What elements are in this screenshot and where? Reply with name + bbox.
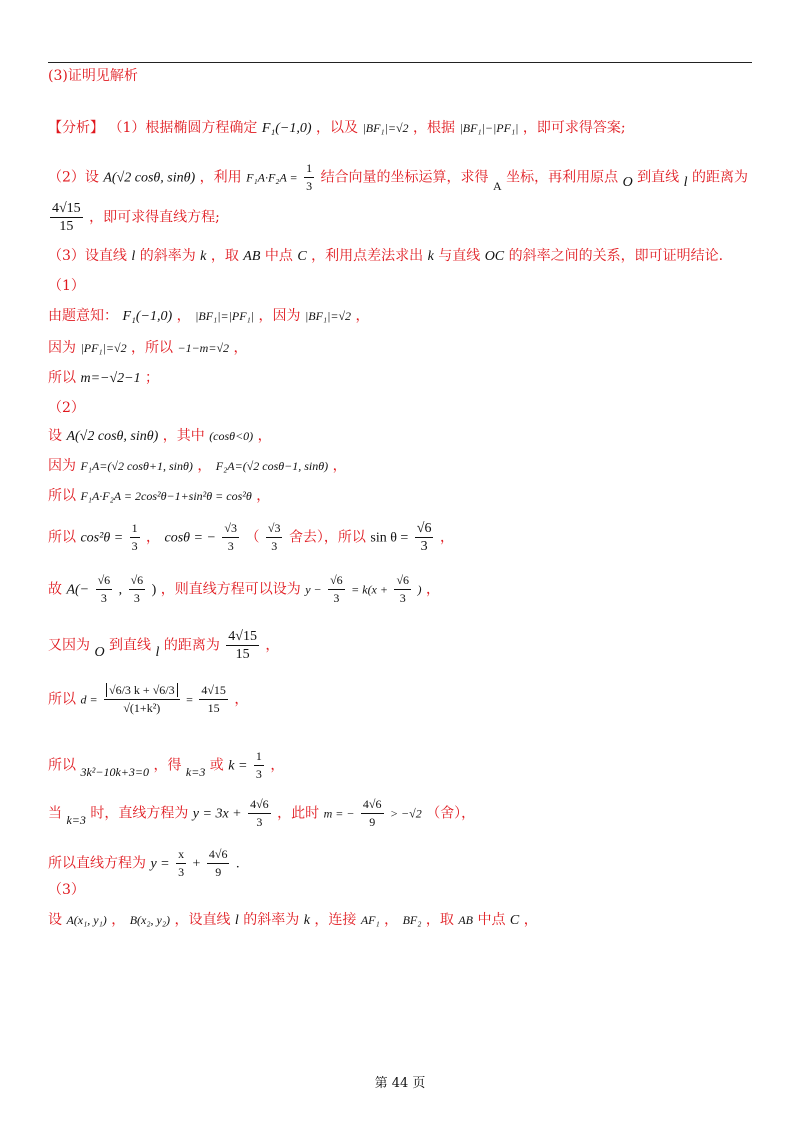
part1-line-2: 因为 |PF₁|=√2 ，所以 −1−m=√2 ， [48, 340, 248, 356]
part1-label: （1） [48, 278, 85, 294]
part2-line-6: 又因为 O 到直线 l 的距离为 $\frac{4√15}{15}$ ， [48, 629, 280, 662]
analysis-line-2: （2）设 A(√2 cosθ, sinθ) ，利用 F₁A·F₂A = $\frac{1}{3}$ 结合向量的坐标运算，求得 A 坐标，再利用原点 O 到直线 l 的距离为 [48, 161, 748, 193]
fraction: $\frac{1}{3}$ [306, 161, 313, 193]
part2-line-1: 设 A(√2 cosθ, sinθ) ，其中 (cosθ<0) ， [48, 428, 272, 444]
fraction: $\frac{√6}{3}$ [396, 573, 410, 605]
fraction: $\frac{√3}{3}$ [267, 521, 281, 553]
fraction: $\frac{x}{3}$ [178, 847, 185, 879]
fraction: $\frac{√6}{3}$ [330, 573, 343, 605]
fraction: $\frac{4√15}{15}$ [52, 201, 81, 234]
fraction: $\frac{4√15}{15}$ [201, 683, 226, 715]
distance-fraction: $\frac{√6/3 k + √6/3}{\text{√(1+k²)}}$ [104, 682, 180, 717]
fraction: $\frac{√3}{3}$ [224, 521, 237, 553]
answer-part3-label: (3)证明见解析 [48, 68, 138, 84]
header-rule [48, 62, 752, 63]
part3-line-1: 设 A(x₁, y₁) ， B(x₂, y₂) ，设直线 l 的斜率为 k ，连接 AF₁ ， BF₂ ，取 AB 中点 C ， [48, 912, 538, 928]
page-number: 第 44 页 [374, 1076, 426, 1091]
part2-line-8: 所以 3k²−10k+3=0 ，得 k=3 或 k = $\frac{1}{3}$ ， [48, 749, 285, 781]
fraction: $\frac{4√6}{9}$ [362, 797, 382, 829]
part2-line-10: 所以直线方程为 y = $\frac{x}{3}$ + $\frac{4√6}{9}$ . [48, 847, 240, 879]
fraction: $\frac{1}{3}$ [131, 521, 138, 553]
fraction: $\frac{√6}{3}$ [97, 573, 111, 605]
part1-line-1: 由题意知： F₁(−1,0) ， |BF₁|=|PF₁| ，因为 |BF₁|=√2 ， [48, 308, 370, 324]
fraction: $\frac{4√6}{3}$ [250, 797, 269, 829]
part2-line-2: 因为 F₁A=(√2 cosθ+1, sinθ) ， F₂A=(√2 cosθ−1, sinθ) ， [48, 458, 347, 474]
part2-label: （2） [48, 400, 85, 416]
fraction: $\frac{1}{3}$ [255, 749, 262, 781]
part1-line-3: 所以 m=−√2−1 ； [48, 370, 160, 386]
analysis-line-2b: $\frac{4√15}{15}$ ，即可求得直线方程; [52, 201, 220, 234]
fraction: $\frac{√6}{3}$ [130, 573, 144, 605]
part2-line-3: 所以 F₁A·F₂A = 2cos²θ−1+sin²θ = cos²θ ， [48, 488, 271, 504]
fraction: $\frac{√6}{3}$ [416, 521, 432, 554]
fraction: $\frac{4√15}{15}$ [228, 629, 257, 662]
analysis-line-1: 【分析】 （1）根据椭圆方程确定 F₁(−1,0) ，以及 |BF₁|=√2 ，根据 |BF₁|−|PF₁| ，即可求得答案; [48, 120, 626, 136]
part2-line-7: 所以 d = $\frac{√6/3 k + √6/3}{\text{√(1+k²)}}$ = $\frac{4√15}{15}$ ， [48, 683, 249, 715]
fraction: $\frac{4√6}{9}$ [208, 847, 228, 879]
answer-header [48, 66, 138, 86]
part2-line-5: 故 A(− $\frac{√6}{3}$ , $\frac{√6}{3}$ ) ，则直线方程可以设为 y − $\frac{√6}{3}$ = k(x + $\frac{√6}{3}$ ) ， [48, 573, 440, 605]
part2-line-4: 所以 cos²θ = $\frac{1}{3}$ ， cosθ = − $\frac{√3}{3}$ （ $\frac{√3}{3}$ 舍去），所以 sin θ = $\frac{√6}{3}$ ， [48, 521, 454, 554]
analysis-line-3: （3）设直线 l 的斜率为 k ，取 AB 中点 C ，利用点差法求出 k 与直线 OC 的斜率之间的关系，即可证明结论. [48, 248, 724, 264]
part3-label: （3） [48, 882, 85, 898]
part2-line-9: 当 k=3 时，直线方程为 y = 3x + $\frac{4√6}{3}$ ，此时 m = − $\frac{4√6}{9}$ > −√2 （舍）， [48, 797, 476, 829]
